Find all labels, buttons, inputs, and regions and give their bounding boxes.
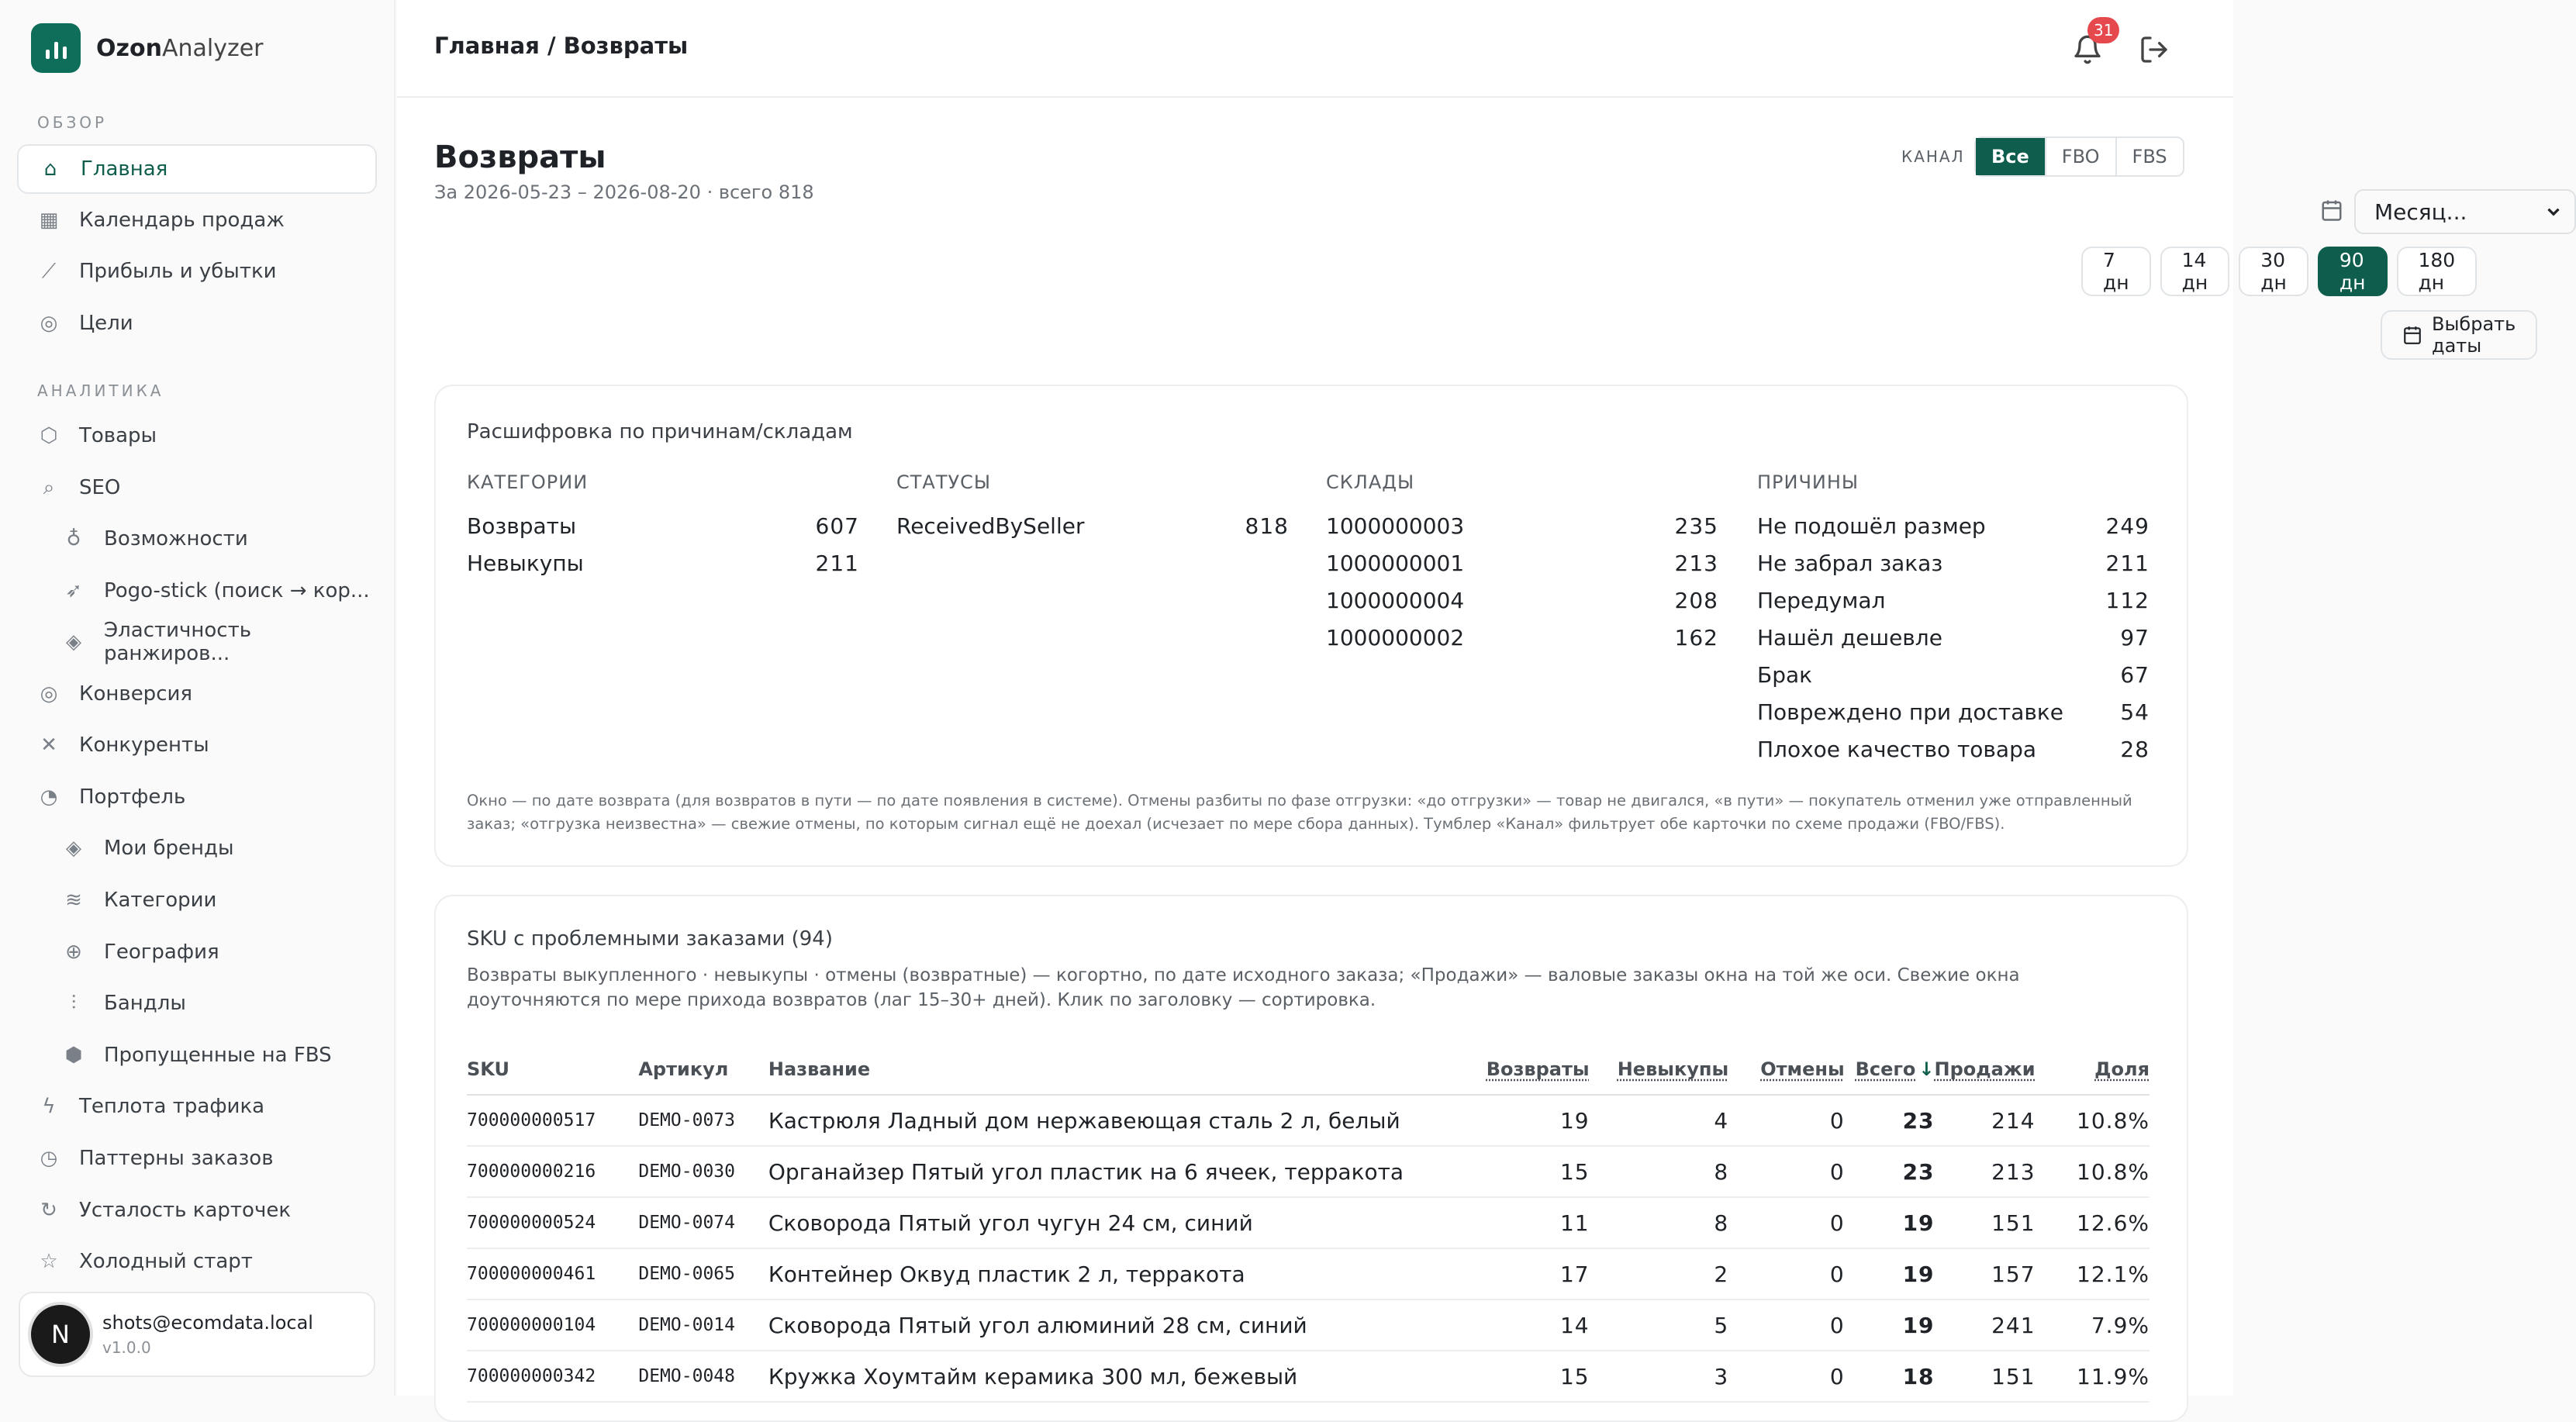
- categories-column: [467, 471, 859, 582]
- reasons-value: 54: [2120, 699, 2150, 725]
- sidebar: [0, 0, 395, 1396]
- table-cell: 19: [1470, 1095, 1590, 1146]
- table-cell: Контейнер Оквуд пластик 2 л, терракота: [768, 1248, 1470, 1299]
- sort-desc-icon: ↓: [1918, 1058, 1935, 1080]
- sidebar-item-11[interactable]: [17, 720, 377, 770]
- warehouses-label: 1000000001: [1326, 550, 1465, 576]
- table-cell: 15: [1470, 1146, 1590, 1197]
- zap-icon: ϟ: [42, 1095, 56, 1118]
- calendar-icon: [2402, 325, 2422, 345]
- app-version: v1.0.0: [102, 1338, 151, 1357]
- range-buttons: [2081, 247, 2477, 296]
- table-cell: 700000000342: [467, 1351, 638, 1402]
- table-cell: 700000000517: [467, 1095, 638, 1146]
- breakdown-card: [434, 385, 2188, 867]
- table-cell: Кастрюля Ладный дом нержавеющая сталь 2 л, белый: [768, 1095, 1470, 1146]
- column-header-4[interactable]: [1470, 1044, 1590, 1095]
- warehouses-row: [1326, 619, 1718, 656]
- table-cell: 214: [1935, 1095, 2036, 1146]
- table-cell: Сковорода Пятый угол алюминий 28 см, синий: [768, 1299, 1470, 1351]
- globe-icon: ⊕: [65, 941, 82, 964]
- calendar-icon: ▦: [39, 209, 59, 232]
- target-icon: ◎: [40, 682, 58, 706]
- table-cell: 11.9%: [2036, 1351, 2150, 1402]
- sidebar-item-9[interactable]: [17, 617, 377, 667]
- table-cell: 241: [1935, 1299, 2036, 1351]
- sidebar-item-label: Конкуренты: [79, 733, 209, 757]
- table-cell: 0: [1728, 1248, 1845, 1299]
- sidebar-item-6[interactable]: [17, 463, 377, 513]
- channel-fbs[interactable]: FBS: [2115, 138, 2183, 175]
- table-cell: 19: [1845, 1299, 1935, 1351]
- table-cell: 0: [1728, 1095, 1845, 1146]
- table-cell: 23: [1845, 1095, 1935, 1146]
- sidebar-item-12[interactable]: [17, 772, 377, 822]
- sidebar-item-2[interactable]: [17, 195, 377, 245]
- table-cell: DEMO-0074: [638, 1197, 768, 1248]
- sidebar-item-13[interactable]: [17, 823, 377, 873]
- reasons-value: 28: [2120, 736, 2150, 762]
- range-180-button[interactable]: 180 дн: [2397, 247, 2478, 296]
- reasons-row: [1757, 730, 2150, 768]
- table-cell: 700000000524: [467, 1197, 638, 1248]
- warehouses-label: 1000000003: [1326, 513, 1465, 539]
- warehouses-value: 235: [1674, 513, 1718, 539]
- reasons-label: Не подошёл размер: [1757, 513, 1986, 539]
- column-header-6[interactable]: [1728, 1044, 1845, 1095]
- table-cell: 0: [1728, 1146, 1845, 1197]
- sidebar-item-8[interactable]: [17, 566, 377, 616]
- categories-header: КАТЕГОРИИ: [467, 471, 589, 493]
- table-cell: 700000000104: [467, 1299, 638, 1351]
- reasons-label: Не забрал заказ: [1757, 550, 1943, 576]
- warehouses-label: 1000000002: [1326, 624, 1465, 651]
- categories-label: Возвраты: [467, 513, 577, 539]
- sidebar-item-label: Холодный старт: [79, 1250, 253, 1273]
- sidebar-item-label: Портфель: [79, 785, 186, 809]
- swords-icon: ✕: [40, 733, 57, 757]
- tag-icon: ◈: [66, 837, 81, 860]
- reasons-label: Повреждено при доставке: [1757, 699, 2064, 725]
- column-header-label: Доля: [2094, 1058, 2150, 1080]
- statuses-value: 818: [1245, 513, 1289, 539]
- table-cell: 5: [1590, 1299, 1729, 1351]
- sku-card: [434, 895, 2188, 1422]
- warehouses-row: [1326, 544, 1718, 582]
- table-cell: 19: [1845, 1248, 1935, 1299]
- home-icon: ⌂: [43, 157, 57, 181]
- table-cell: 4: [1590, 1095, 1729, 1146]
- table-cell: DEMO-0073: [638, 1095, 768, 1146]
- sidebar-item-label: География: [104, 941, 219, 964]
- sidebar-item-label: Цели: [79, 312, 133, 335]
- table-row[interactable]: [467, 1248, 2150, 1299]
- column-header-label: Название: [768, 1058, 871, 1080]
- sidebar-item-label: Усталость карточек: [79, 1199, 292, 1222]
- table-cell: 0: [1728, 1197, 1845, 1248]
- categories-row: [467, 507, 859, 544]
- sidebar-item-21[interactable]: [17, 1237, 377, 1286]
- bar-chart-icon: ⫶: [71, 991, 77, 1015]
- channel-label: КАНАЛ: [1901, 147, 1965, 166]
- package-icon: ⬢: [64, 1044, 83, 1067]
- sidebar-item-20[interactable]: [17, 1186, 377, 1235]
- reasons-row: [1757, 582, 2150, 619]
- table-cell: 0: [1728, 1299, 1845, 1351]
- column-header-label: Всего: [1855, 1058, 1916, 1080]
- sku-title: SKU с проблемными заказами (94): [467, 927, 833, 951]
- sidebar-item-10[interactable]: [17, 669, 377, 719]
- clock-icon: ◷: [40, 1147, 58, 1170]
- sidebar-item-16[interactable]: [17, 978, 377, 1028]
- reasons-label: Плохое качество товара: [1757, 736, 2037, 762]
- table-cell: 11: [1470, 1197, 1590, 1248]
- column-header-5[interactable]: [1590, 1044, 1729, 1095]
- table-cell: 2: [1590, 1248, 1729, 1299]
- sidebar-item-1[interactable]: [17, 144, 377, 194]
- channel-all[interactable]: Все: [1976, 138, 2045, 175]
- star-icon: ☆: [40, 1250, 58, 1273]
- column-header-label: Продажи: [1934, 1058, 2036, 1080]
- range-90-button[interactable]: 90 дн: [2318, 247, 2388, 296]
- column-header-label: Артикул: [638, 1058, 729, 1080]
- page-title: Возвраты: [434, 140, 606, 175]
- user-email: shots@ecomdata.local: [102, 1312, 313, 1334]
- sidebar-item-label: Мои бренды: [104, 837, 234, 860]
- reasons-row: [1757, 544, 2150, 582]
- lightbulb-icon: ♁: [66, 527, 81, 551]
- target-icon: ◎: [40, 312, 58, 335]
- table-cell: 17: [1470, 1248, 1590, 1299]
- chevron-down-icon: [2543, 202, 2564, 222]
- warehouses-row: [1326, 507, 1718, 544]
- main-content: [397, 0, 2516, 1396]
- table-cell: DEMO-0048: [638, 1351, 768, 1402]
- table-cell: 19: [1845, 1197, 1935, 1248]
- calendar-icon: [2320, 198, 2343, 222]
- statuses-column: [896, 471, 1289, 544]
- reasons-value: 67: [2120, 661, 2150, 688]
- month-select[interactable]: [2354, 189, 2576, 234]
- table-row[interactable]: [467, 1197, 2150, 1248]
- table-cell: 0: [1728, 1351, 1845, 1402]
- column-header-label: Отмены: [1760, 1058, 1845, 1080]
- table-row[interactable]: [467, 1146, 2150, 1197]
- sidebar-item-3[interactable]: [17, 247, 377, 296]
- page-subtitle: За 2026-05-23 – 2026-08-20 · всего 818: [434, 181, 814, 203]
- table-cell: 10.8%: [2036, 1095, 2150, 1146]
- reasons-row: [1757, 656, 2150, 693]
- table-cell: Органайзер Пятый угол пластик на 6 ячеек, терракота: [768, 1146, 1470, 1197]
- bar-chart-logo-icon: [31, 23, 81, 73]
- pie-chart-icon: ◔: [40, 785, 58, 809]
- reasons-label: Передумал: [1757, 587, 1886, 613]
- sidebar-item-5[interactable]: [17, 411, 377, 461]
- sidebar-item-18[interactable]: [17, 1082, 377, 1131]
- refresh-icon: ↻: [40, 1199, 57, 1222]
- table-cell: 700000000461: [467, 1248, 638, 1299]
- brand[interactable]: [31, 23, 263, 73]
- channel-fbo[interactable]: FBO: [2045, 138, 2115, 175]
- sidebar-item-19[interactable]: [17, 1134, 377, 1183]
- breakdown-title: Расшифровка по причинам/складам: [467, 420, 853, 444]
- reasons-label: Брак: [1757, 661, 1813, 688]
- sku-description: Возвраты выкупленного · невыкупы · отмены (возвратные) — когортно, по дате исходного заказа; «Продажи» — валовые заказы окна на той же оси. Свежие окна доуточняются по мере прихода возвратов (лаг 15–30+ дней). Клик по заголовку — сортировка.: [467, 965, 2020, 1010]
- table-cell: 3: [1590, 1351, 1729, 1402]
- column-header-1: [467, 1044, 638, 1095]
- table-row[interactable]: [467, 1351, 2150, 1402]
- table-cell: 10.8%: [2036, 1146, 2150, 1197]
- reasons-row: [1757, 507, 2150, 544]
- warehouses-value: 213: [1674, 550, 1718, 576]
- reasons-row: [1757, 693, 2150, 730]
- table-cell: DEMO-0014: [638, 1299, 768, 1351]
- range-14-button[interactable]: 14 дн: [2160, 247, 2230, 296]
- table-cell: 14: [1470, 1299, 1590, 1351]
- reasons-column: [1757, 471, 2150, 768]
- sidebar-item-label: SEO: [79, 476, 121, 499]
- sku-table: [467, 1044, 2150, 1403]
- tag-icon: ◈: [66, 630, 81, 654]
- rocket-icon: ➶: [65, 579, 82, 602]
- table-cell: 8: [1590, 1146, 1729, 1197]
- reasons-row: [1757, 619, 2150, 656]
- table-cell: 151: [1935, 1197, 2036, 1248]
- reasons-value: 211: [2105, 550, 2150, 576]
- range-7-button[interactable]: 7 дн: [2081, 247, 2151, 296]
- sidebar-item-label: Эластичность ранжиров...: [104, 619, 252, 665]
- categories-row: [467, 544, 859, 582]
- warehouses-value: 162: [1674, 624, 1718, 651]
- categories-value: 211: [815, 550, 859, 576]
- table-cell: 15: [1470, 1351, 1590, 1402]
- breakdown-footnote: Окно — по дате возврата (для возвратов в пути — по дате появления в системе). Отмены разбиты по фазе отгрузки: «до отгрузки» — товар не двигался, «в пути» — покупатель отменил уже отправленный заказ; «отгрузка неизвестна» — свежие отмены, по которым сигнал ещё не доехал (исчезает по мере сбора данных). Тумблер «Канал» фильтрует обе карточки по схеме продажи (FBO/FBS).: [467, 792, 2132, 833]
- month-select-value: Месяц...: [2374, 198, 2467, 225]
- table-cell: 7.9%: [2036, 1299, 2150, 1351]
- warehouses-label: 1000000004: [1326, 587, 1465, 613]
- sidebar-item-label: Конверсия: [79, 682, 193, 706]
- table-row[interactable]: [467, 1299, 2150, 1351]
- table-cell: DEMO-0065: [638, 1248, 768, 1299]
- column-header-2: [638, 1044, 768, 1095]
- logout-icon[interactable]: [2139, 34, 2170, 65]
- reasons-value: 249: [2105, 513, 2150, 539]
- reasons-value: 112: [2105, 587, 2150, 613]
- sidebar-item-label: Главная: [81, 157, 168, 181]
- table-cell: DEMO-0030: [638, 1146, 768, 1197]
- column-header-7[interactable]: [1845, 1044, 1935, 1095]
- notification-badge: 31: [2087, 17, 2119, 43]
- brand-name: OzonAnalyzer: [96, 34, 264, 62]
- warehouses-column: [1326, 471, 1718, 656]
- section-label-overview: ОБЗОР: [37, 113, 108, 132]
- warehouses-row: [1326, 582, 1718, 619]
- table-cell: Кружка Хоумтайм керамика 300 мл, бежевый: [768, 1351, 1470, 1402]
- column-header-label: SKU: [467, 1058, 509, 1080]
- pick-dates-button[interactable]: [2381, 310, 2537, 360]
- sidebar-item-label: Прибыль и убытки: [79, 260, 277, 283]
- table-cell: 213: [1935, 1146, 2036, 1197]
- table-row[interactable]: [467, 1095, 2150, 1146]
- column-header-label: Возвраты: [1486, 1058, 1590, 1080]
- layers-icon: ≋: [65, 889, 82, 912]
- reasons-value: 97: [2120, 624, 2150, 651]
- table-cell: 18: [1845, 1351, 1935, 1402]
- statuses-header: СТАТУСЫ: [896, 471, 992, 493]
- table-cell: 23: [1845, 1146, 1935, 1197]
- topbar: [397, 0, 2233, 98]
- sidebar-item-label: Бандлы: [104, 992, 186, 1015]
- table-cell: Сковорода Пятый угол чугун 24 см, синий: [768, 1197, 1470, 1248]
- sidebar-item-label: Паттерны заказов: [79, 1147, 274, 1170]
- column-header-9[interactable]: [2036, 1044, 2150, 1095]
- sidebar-item-label: Категории: [104, 889, 217, 912]
- sidebar-item-14[interactable]: [17, 875, 377, 925]
- warehouses-value: 208: [1674, 587, 1718, 613]
- line-chart-icon: ⟋: [41, 259, 57, 283]
- statuses-label: ReceivedBySeller: [896, 513, 1085, 539]
- table-cell: 700000000216: [467, 1146, 638, 1197]
- sidebar-item-7[interactable]: [17, 514, 377, 564]
- warehouses-header: СКЛАДЫ: [1326, 471, 1415, 493]
- box-icon: ⬡: [40, 424, 58, 447]
- reasons-label: Нашёл дешевле: [1757, 624, 1942, 651]
- sidebar-item-label: Пропущенные на FBS: [104, 1044, 332, 1067]
- sidebar-item-label: Возможности: [104, 527, 248, 551]
- sidebar-item-label: Календарь продаж: [79, 209, 285, 232]
- breadcrumb: Главная / Возвраты: [434, 33, 689, 59]
- categories-value: 607: [815, 513, 859, 539]
- sidebar-item-15[interactable]: [17, 927, 377, 977]
- categories-label: Невыкупы: [467, 550, 584, 576]
- pick-dates-label: Выбрать даты: [2432, 313, 2516, 357]
- sidebar-item-4[interactable]: [17, 299, 377, 348]
- sidebar-item-label: Товары: [79, 424, 157, 447]
- table-cell: 8: [1590, 1197, 1729, 1248]
- table-cell: 12.1%: [2036, 1248, 2150, 1299]
- reasons-header: ПРИЧИНЫ: [1757, 471, 1859, 493]
- avatar: N: [31, 1305, 90, 1364]
- column-header-3: [768, 1044, 1470, 1095]
- channel-toggle: [1974, 136, 2184, 177]
- user-card[interactable]: [19, 1292, 375, 1377]
- sidebar-item-label: Теплота трафика: [79, 1095, 265, 1118]
- sidebar-item-17[interactable]: [17, 1030, 377, 1080]
- statuses-row: [896, 507, 1289, 544]
- table-cell: 151: [1935, 1351, 2036, 1402]
- column-header-label: Невыкупы: [1617, 1058, 1729, 1080]
- range-30-button[interactable]: 30 дн: [2239, 247, 2308, 296]
- column-header-8[interactable]: [1935, 1044, 2036, 1095]
- table-cell: 157: [1935, 1248, 2036, 1299]
- search-icon: ⌕: [43, 475, 55, 499]
- section-label-analytics: АНАЛИТИКА: [37, 381, 164, 400]
- sidebar-item-label: Pogo-stick (поиск → кор...: [104, 579, 370, 602]
- table-cell: 12.6%: [2036, 1197, 2150, 1248]
